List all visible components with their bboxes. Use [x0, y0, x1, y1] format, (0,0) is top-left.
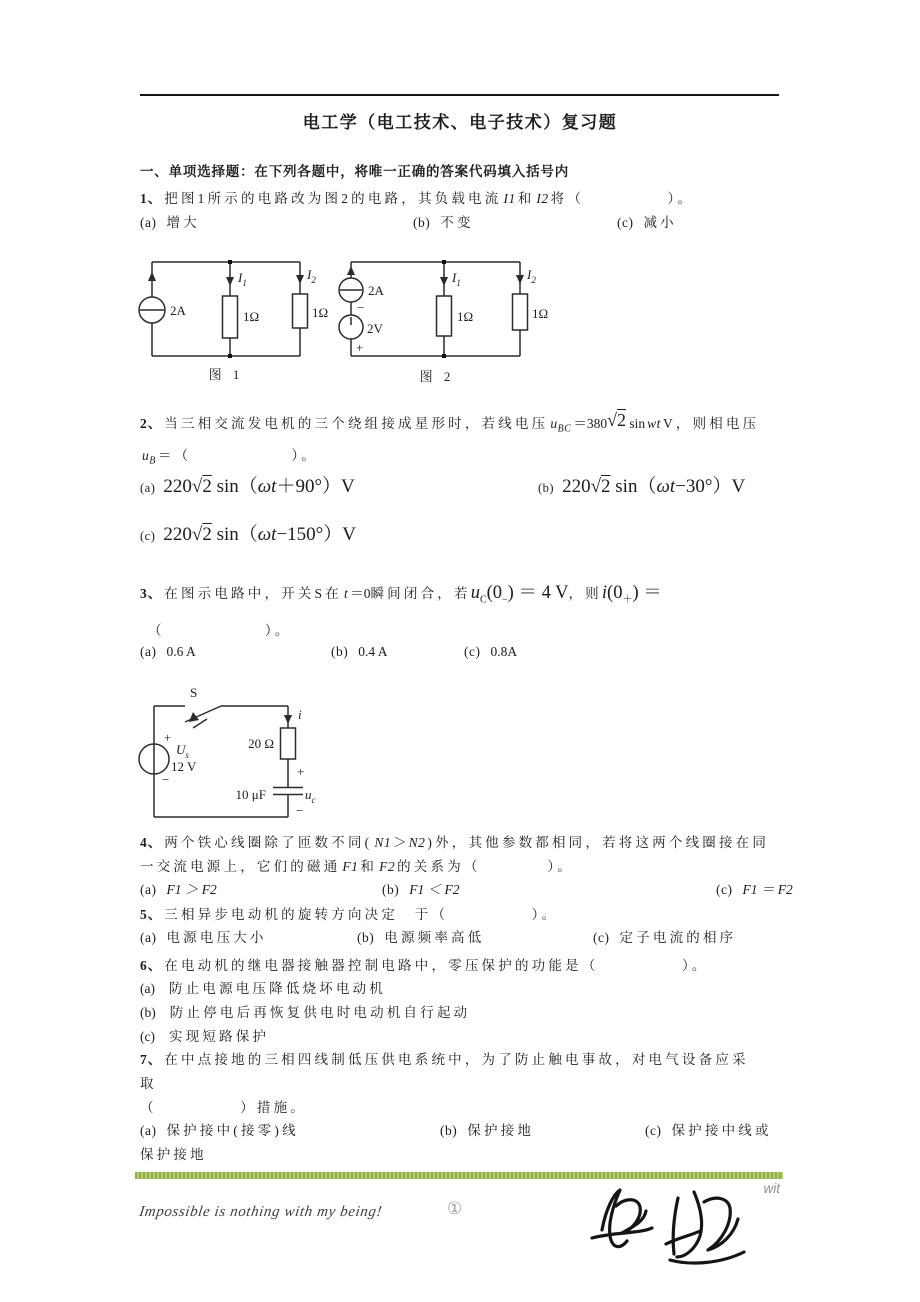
q1-option-a-label: (a) [140, 215, 157, 230]
question-7 [140, 1049, 749, 1070]
q7-number: 7、 [140, 1052, 163, 1067]
q3-text-mid: 瞬间闭合，若 [370, 586, 471, 601]
q4-var-f1: F1 [342, 859, 359, 874]
q2-var-wt: wt [647, 416, 661, 431]
figure-1-circuit-diagram [138, 252, 348, 384]
q3-option-c [464, 642, 517, 662]
fig1-source-label: 2A [170, 303, 186, 318]
fig3-plus-sign: + [164, 730, 172, 745]
q2-option-c-fn: sin（ [216, 524, 258, 545]
q3-formula-uc: $u_C(0_-) = 4$ V [470, 583, 569, 606]
fig1-resistor2-label: 1Ω [312, 305, 329, 320]
fig2-current1-label: $I_1$ [452, 270, 461, 288]
q1-option-c-label: (c) [617, 215, 634, 230]
q2-option-a-label: (a) [140, 481, 156, 495]
fig3-cap-minus-sign: − [296, 803, 304, 818]
q1-option-b-label: (b) [413, 215, 431, 230]
q3-text-sep: ，则 [568, 586, 602, 601]
q1-text-pre: 把图1所示的电路改为图2的电路，其负载电流 [164, 191, 502, 206]
watermark-text: wit [763, 1181, 780, 1196]
q1-var-i2: I2 [536, 191, 549, 206]
fig3-minus-sign: − [162, 772, 170, 787]
q4-option-c-text: F1 ＝ F2 [742, 882, 793, 897]
q5-number: 5、 [140, 907, 163, 922]
q2-option-b-rest: −30°）V [675, 476, 746, 497]
q7-l3: （ ）措施。 [140, 1100, 307, 1115]
q3-option-b-text: 0.4 A [358, 644, 388, 659]
q4-option-b-text: F1 ＜ F2 [409, 882, 460, 897]
q5-option-a-label: (a) [140, 930, 157, 945]
q2-option-b-fn: sin（ [615, 476, 657, 497]
q4-var-f2: F2 [379, 859, 396, 874]
handwritten-signature [580, 1178, 755, 1268]
section-heading: 一、单项选择题：在下列各题中，将唯一正确的答案代码填入括号内 [140, 164, 569, 179]
q4-var-n2: N2 [408, 835, 426, 850]
header-rule [140, 94, 779, 96]
q4-option-c [716, 880, 793, 900]
q2-text-tail: V，则相电压 [662, 416, 760, 431]
q6-option-c [140, 1026, 269, 1047]
q1-option-c [617, 213, 677, 233]
q4-l1-post: )外，其他参数都相同，若将这两个线圈接在同 [427, 835, 770, 850]
fig3-resistor-label: 20 Ω [248, 736, 274, 751]
q3-line2: （ ）。 [148, 623, 292, 638]
q5-option-b-label: (b) [357, 930, 375, 945]
q2-line2 [140, 445, 318, 472]
q5-option-b [357, 928, 593, 948]
q7-option-a-text: 保护接中(接零)线 [166, 1123, 299, 1138]
q2-option-c-sqrt: √2 [191, 524, 212, 545]
q2-option-c-rest: −150°）V [276, 524, 356, 545]
q2-option-c [140, 520, 356, 551]
q6-option-b-label: (b) [140, 1005, 156, 1020]
q6-text: 在电动机的继电器接触器控制电路中，零压保护的功能是（ ）。 [164, 958, 709, 973]
q1-text-mid: 和 [517, 191, 535, 206]
fig2-resistor2-label: 1Ω [532, 306, 549, 321]
fig2-current-source-label: 2A [368, 283, 384, 298]
q2-var-ub: $u_B$ [142, 448, 156, 467]
q5-option-b-text: 电源频率高低 [384, 930, 485, 945]
q2-var-ubc: $u_{BC}$ [550, 416, 572, 435]
q4-options [140, 880, 793, 900]
question-2 [140, 407, 759, 443]
fig1-resistor1-label: 1Ω [243, 309, 260, 324]
fig2-voltage-source-label: 2V [367, 321, 383, 336]
q1-option-b [413, 213, 617, 233]
q4-line2 [140, 856, 574, 877]
question-4 [140, 832, 769, 853]
q2-option-a [140, 472, 538, 503]
q3-option-a-text: 0.6 A [166, 644, 196, 659]
q2-option-a-rest: ＋90°）V [276, 476, 355, 497]
q5-option-c-label: (c) [593, 930, 610, 945]
q2-line2-text: ＝（ ）。 [157, 448, 319, 463]
q1-option-b-text: 不变 [440, 215, 474, 230]
page-number: ① [447, 1199, 463, 1218]
q4-l2-post: 的关系为（ ）。 [397, 859, 575, 874]
q2-option-b-label: (b) [538, 481, 555, 495]
q6-option-c-label: (c) [140, 1029, 155, 1044]
fig3-cap-voltage-label: $u_c$ [305, 787, 316, 805]
q6-option-a-text: 防止电源电压降低烧坏电动机 [168, 981, 387, 996]
q4-l2-mid: 和 [360, 859, 378, 874]
q7-option-c-text: 保护接中线或 [671, 1123, 772, 1138]
q3-option-b [331, 642, 464, 662]
q1-option-c-text: 减小 [643, 215, 677, 230]
q7-l1: 在中点接地的三相四线制低压供电系统中，为了防止触电事故，对电气设备应采 [164, 1052, 749, 1067]
fig3-capacitor-label: 10 μF [235, 787, 266, 802]
q7-option-c [645, 1121, 772, 1141]
q6-option-b-text: 防止停电后再恢复供电时电动机自行起动 [169, 1005, 471, 1020]
q6-number: 6、 [140, 958, 163, 973]
q1-option-a [140, 213, 413, 233]
q1-text-post: 将（ ）。 [550, 191, 695, 206]
fig2-caption: 图 2 [419, 369, 455, 384]
q6-option-c-text: 实现短路保护 [168, 1029, 270, 1044]
q2-option-a-sqrt: √2 [191, 476, 212, 497]
q5-options [140, 928, 736, 948]
q7-option-c-label: (c) [645, 1123, 662, 1138]
fig3-source-label: $U_s$ [176, 742, 189, 760]
q5-option-c [593, 928, 736, 948]
fig1-current2-label: $I_2$ [307, 267, 316, 285]
q7-option-a-label: (a) [140, 1123, 157, 1138]
question-1 [140, 188, 694, 209]
q5-option-a-text: 电源电压大小 [166, 930, 267, 945]
q2-option-b-sqrt: √2 [590, 476, 611, 497]
figure-3-circuit-diagram [133, 676, 348, 828]
fig2-minus-sign: − [357, 300, 365, 315]
q4-option-c-label: (c) [716, 882, 733, 897]
question-5 [140, 904, 558, 925]
q2-option-c-arg: ωt [257, 524, 277, 545]
figure-2-circuit-diagram [334, 252, 576, 388]
q7-option-b-text: 保护接地 [467, 1123, 535, 1138]
q2-option-a-fn: sin（ [216, 476, 258, 497]
q3-number: 3、 [140, 586, 163, 601]
q7-option-c-continuation: 保护接地 [140, 1147, 207, 1162]
q3-teq: ＝0 [350, 586, 371, 601]
q1-number: 1、 [140, 191, 163, 206]
q2-option-b-arg: ωt [656, 476, 676, 497]
fig2-resistor1-label: 1Ω [457, 309, 474, 324]
q2-option-a-arg: ωt [257, 476, 277, 497]
q6-option-a [140, 978, 386, 999]
q4-gt: ＞ [393, 835, 407, 850]
q2-option-b [538, 472, 745, 503]
q4-option-a-text: F1 ＞ F2 [166, 882, 217, 897]
q1-var-i1: I1 [503, 191, 516, 206]
q7-option-a [140, 1121, 440, 1141]
q4-l2-pre: 一交流电源上，它们的磁通 [140, 859, 341, 874]
page-title: 电工学（电工技术、电子技术）复习题 [302, 113, 618, 132]
q7-option-b-label: (b) [440, 1123, 458, 1138]
fig3-switch-label: S [190, 685, 198, 700]
q3-options [140, 642, 517, 662]
q7-options [140, 1121, 772, 1141]
q2-option-c-pre: 220 [163, 524, 192, 545]
q3-text-pre: 在图示电路中，开关S在 [164, 586, 342, 601]
q2-number: 2、 [140, 416, 163, 431]
q6-option-a-label: (a) [140, 981, 155, 996]
q1-option-a-text: 增大 [166, 215, 200, 230]
fig1-current1-label: $I_1$ [238, 270, 247, 288]
q1-options [140, 213, 677, 233]
fig2-plus-sign: + [356, 340, 364, 355]
q4-option-a-label: (a) [140, 882, 157, 897]
footer-motto: Impossible is nothing with my being! [138, 1204, 384, 1220]
question-3 [140, 578, 662, 616]
q4-option-a [140, 880, 382, 900]
q2-option-b-pre: 220 [562, 476, 591, 497]
fig3-current-label: i [298, 707, 302, 722]
question-6 [140, 955, 709, 976]
q2-options-row1 [140, 472, 745, 503]
fig3-source-value: 12 V [171, 759, 197, 774]
q5-text: 三相异步电动机的旋转方向决定 于（ ）。 [164, 907, 559, 922]
q7-l2: 取 [140, 1076, 157, 1091]
q2-sqrt: √2 [607, 410, 627, 430]
q3-option-c-label: (c) [464, 644, 481, 659]
q3-option-a [140, 642, 331, 662]
q3-option-a-label: (a) [140, 644, 157, 659]
fig3-cap-plus-sign: + [297, 764, 305, 779]
q4-number: 4、 [140, 835, 163, 850]
q6-option-b [140, 1002, 470, 1023]
q2-option-a-pre: 220 [163, 476, 192, 497]
q4-var-n1: N1 [374, 835, 392, 850]
q4-option-b-label: (b) [382, 882, 400, 897]
q4-option-b [382, 880, 716, 900]
q2-sin: sin [629, 416, 646, 431]
q3-option-b-label: (b) [331, 644, 349, 659]
q4-l1-pre: 两个铁心线圈除了匝数不同( [164, 835, 373, 850]
q2-text-pre: 当三相交流发电机的三个绕组接成星形时，若线电压 [164, 416, 549, 431]
q5-option-a [140, 928, 357, 948]
fig1-caption: 图 1 [208, 367, 244, 382]
q5-option-c-text: 定子电流的相序 [619, 930, 737, 945]
q3-formula-i: $i(0_+)$ ＝ [601, 583, 662, 606]
q2-options-row2 [140, 520, 356, 551]
q3-var-t: t [343, 586, 349, 601]
fig2-current2-label: $I_2$ [527, 267, 536, 285]
q2-option-c-label: (c) [140, 529, 156, 543]
q2-eq: ＝380 [573, 416, 608, 431]
q7-option-b [440, 1121, 645, 1141]
q3-option-c-text: 0.8A [490, 644, 518, 659]
